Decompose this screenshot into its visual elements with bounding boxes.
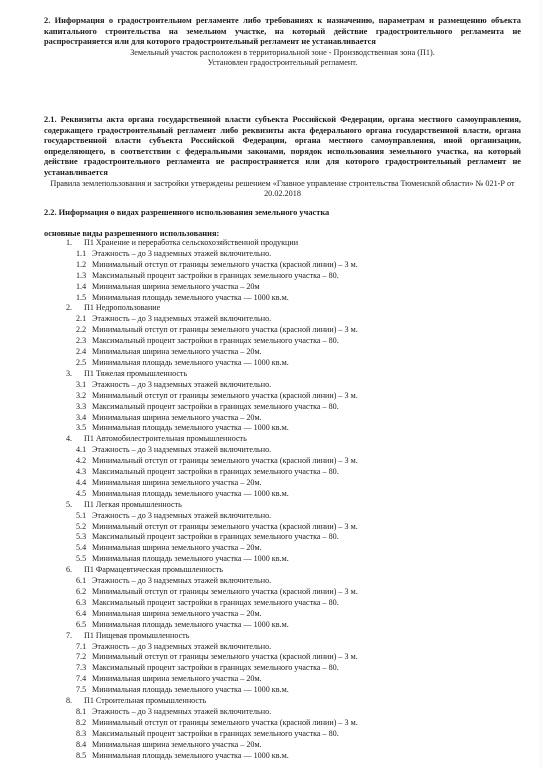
- parameter-text: Этажность – до 3 надземных этажей включительно.: [92, 641, 272, 651]
- permitted-use: [44, 565, 521, 630]
- parameter-number: 4.3: [76, 467, 87, 477]
- permitted-use-title-line: [44, 696, 521, 707]
- parameter-item: [44, 456, 521, 467]
- parameter-item: [44, 587, 521, 598]
- parameter-item: [44, 467, 521, 478]
- parameter-number: 5.2: [76, 521, 87, 531]
- permitted-use: [44, 434, 521, 499]
- parameter-number: 3.5: [76, 423, 87, 433]
- parameter-item: [44, 445, 521, 456]
- parameter-text: Этажность – до 3 надземных этажей включительно.: [92, 248, 272, 258]
- parameter-item: [44, 642, 521, 653]
- parameter-text: Этажность – до 3 надземных этажей включительно.: [92, 379, 272, 389]
- parameter-item: [44, 554, 521, 565]
- parameter-number: 5.3: [76, 532, 87, 542]
- parameter-item: [44, 380, 521, 391]
- parameter-text: Максимальный процент застройки в границах земельного участка – 80.: [92, 597, 339, 607]
- parameter-text: Минимальный отступ от границы земельного участка (красной линии) – 3 м.: [92, 587, 358, 596]
- permitted-use-title-line: [44, 565, 521, 576]
- parameter-text: Максимальный процент застройки в границах земельного участка – 80.: [92, 728, 339, 738]
- parameter-item: [44, 347, 521, 358]
- permitted-use-title-line: [44, 500, 521, 511]
- permitted-use-title-line: [44, 238, 521, 249]
- permitted-use: [44, 303, 521, 368]
- permitted-use: [44, 631, 521, 696]
- parameter-item: [44, 358, 521, 369]
- parameter-item: [44, 511, 521, 522]
- parameter-number: 3.2: [76, 390, 87, 400]
- permitted-use-title: П1 Фармацевтическая промышленность: [84, 565, 223, 575]
- parameter-text: Максимальный процент застройки в границах земельного участка – 80.: [92, 467, 339, 477]
- parameter-number: 6.4: [76, 608, 87, 618]
- parameter-item: [44, 336, 521, 347]
- parameter-number: 5.1: [76, 510, 87, 520]
- parameter-text: Минимальный отступ от границы земельного участка (красной линии) – 3 м.: [92, 456, 358, 466]
- parameter-text: Этажность – до 3 надземных этажей включительно.: [92, 445, 272, 455]
- permitted-use: [44, 369, 521, 434]
- parameter-item: [44, 489, 521, 500]
- parameter-text: Минимальная ширина земельного участка – 20м.: [92, 412, 262, 422]
- parameter-number: 8.5: [76, 750, 87, 760]
- parameter-text: Максимальный процент застройки в границах земельного участка – 80.: [92, 270, 339, 280]
- parameter-item: [44, 598, 521, 609]
- parameter-number: 4.4: [76, 477, 87, 487]
- parameter-number: 2.2: [76, 325, 87, 335]
- parameter-text: Минимальная площадь земельного участка — 1000 кв.м.: [92, 488, 289, 498]
- parameter-number: 2.4: [76, 347, 87, 357]
- parameter-item: [44, 282, 521, 293]
- permitted-use-number: 4.: [66, 434, 73, 444]
- permitted-use-title: П1 Легкая промышленность: [84, 499, 182, 509]
- parameter-item: [44, 707, 521, 718]
- parameter-number: 6.2: [76, 587, 87, 596]
- permitted-uses-list: [44, 238, 521, 762]
- parameter-number: 8.2: [76, 717, 87, 727]
- parameter-item: [44, 522, 521, 533]
- parameter-item: [44, 314, 521, 325]
- permitted-use: [44, 696, 521, 761]
- parameter-number: 5.5: [76, 554, 87, 564]
- parameter-number: 6.5: [76, 619, 87, 629]
- parameter-number: 8.4: [76, 739, 87, 749]
- parameter-number: 1.4: [76, 281, 87, 291]
- parameter-text: Этажность – до 3 надземных этажей включительно.: [92, 576, 272, 586]
- parameter-item: [44, 413, 521, 424]
- parameter-item: [44, 685, 521, 696]
- permitted-use-title: П1 Тяжелая промышленность: [84, 368, 188, 378]
- section-2-heading: 2. Информация о градостроительном регламенте либо требованиях к назначению, параметрам и размещению объекта капитального строительства на земельном участке, на который действие градостроительного регламента не распространяется или для которого градостроительный регламент не устанавливается: [44, 16, 521, 47]
- parameter-number: 4.5: [76, 488, 87, 498]
- parameter-number: 2.5: [76, 357, 87, 367]
- parameter-text: Минимальная площадь земельного участка — 1000 кв.м.: [92, 423, 289, 433]
- parameter-number: 7.3: [76, 663, 87, 673]
- permitted-use-title-line: [44, 303, 521, 314]
- parameter-number: 2.3: [76, 336, 87, 346]
- parameter-text: Минимальная ширина земельного участка – 20м.: [92, 674, 262, 684]
- parameter-item: [44, 576, 521, 587]
- permitted-use-title-line: [44, 434, 521, 445]
- parameter-item: [44, 423, 521, 434]
- permitted-use-number: 1.: [66, 238, 73, 247]
- parameter-text: Минимальный отступ от границы земельного участка (красной линии) – 3 м.: [92, 325, 358, 335]
- parameter-text: Минимальный отступ от границы земельного участка (красной линии) – 3 м.: [92, 390, 358, 400]
- section-2-1-text: Правила землепользования и застройки утверждены решением «Главное управление строительства Тюменской области» № 021-Р от 20.02.2018: [50, 178, 515, 198]
- parameter-text: Минимальная ширина земельного участка – 20м.: [92, 608, 262, 618]
- permitted-use-title: П1 Строительная промышленность: [84, 696, 207, 706]
- scan-edge: [539, 0, 543, 768]
- permitted-use: [44, 238, 521, 303]
- parameter-item: [44, 543, 521, 554]
- parameter-text: Минимальная площадь земельного участка — 1000 кв.м.: [92, 750, 289, 760]
- main-uses-caption: основные виды разрешенного использования:: [44, 229, 220, 238]
- parameter-text: Минимальная ширина земельного участка – 20м.: [92, 543, 262, 553]
- permitted-use-number: 3.: [66, 368, 73, 378]
- parameter-item: [44, 260, 521, 271]
- parameter-text: Максимальный процент застройки в границах земельного участка – 80.: [92, 663, 339, 673]
- permitted-use-number: 7.: [66, 630, 73, 640]
- parameter-item: [44, 293, 521, 304]
- permitted-use-title: П1 Автомобилестроительная промышленность: [84, 434, 247, 444]
- parameter-text: Минимальная площадь земельного участка — 1000 кв.м.: [92, 619, 289, 629]
- permitted-use-number: 8.: [66, 696, 73, 706]
- parameter-text: Минимальный отступ от границы земельного участка (красной линии) – 3 м.: [92, 521, 358, 531]
- section-2: [44, 16, 521, 68]
- parameter-text: Максимальный процент застройки в границах земельного участка – 80.: [92, 336, 339, 346]
- section-2-2-heading: 2.2. Информация о видах разрешенного использования земельного участка: [44, 208, 330, 217]
- parameter-number: 7.1: [76, 641, 87, 651]
- parameter-item: [44, 478, 521, 489]
- parameter-item: [44, 532, 521, 543]
- parameter-text: Минимальная площадь земельного участка — 1000 кв.м.: [92, 554, 289, 564]
- parameter-item: [44, 674, 521, 685]
- parameter-number: 7.5: [76, 685, 87, 695]
- parameter-number: 8.1: [76, 706, 87, 716]
- parameter-number: 2.1: [76, 314, 87, 324]
- parameter-item: [44, 652, 521, 663]
- parameter-number: 1.1: [76, 248, 87, 258]
- permitted-use: [44, 500, 521, 565]
- parameter-number: 5.4: [76, 543, 87, 553]
- parameter-item: [44, 620, 521, 631]
- parameter-item: [44, 718, 521, 729]
- section-2-2: [44, 208, 521, 760]
- parameter-item: [44, 271, 521, 282]
- parameter-number: 1.5: [76, 292, 87, 302]
- parameter-number: 4.2: [76, 456, 87, 466]
- parameter-number: 3.1: [76, 379, 87, 389]
- permitted-use-title-line: [44, 369, 521, 380]
- parameter-number: 7.4: [76, 674, 87, 684]
- section-2-line-zone: Земельный участок расположен в территориальной зоне - Производственная зона (П1).: [130, 47, 435, 57]
- permitted-use-number: 5.: [66, 499, 73, 509]
- parameter-text: Минимальный отступ от границы земельного участка (красной линии) – 3 м.: [92, 717, 358, 727]
- parameter-item: [44, 729, 521, 740]
- parameter-item: [44, 609, 521, 620]
- permitted-use-title: П1 Недропользование: [84, 303, 161, 313]
- parameter-text: Минимальный отступ от границы земельного участка (красной линии) – 3 м.: [92, 259, 358, 269]
- parameter-number: 7.2: [76, 652, 87, 662]
- parameter-item: [44, 402, 521, 413]
- parameter-text: Этажность – до 3 надземных этажей включительно.: [92, 706, 272, 716]
- parameter-item: [44, 751, 521, 762]
- parameter-text: Этажность – до 3 надземных этажей включительно.: [92, 314, 272, 324]
- parameter-item: [44, 663, 521, 674]
- section-2-1-heading: 2.1. Реквизиты акта органа государственной власти субъекта Российской Федерации, органа местного самоуправления, содержащего градостроительный регламент либо реквизиты акта федерального органа государственной власти, органа государственной власти субъекта Российской Федерации, органа местного самоуправления, иной организации, определяющего, в соответствии с федеральными законами, порядок использования земельного участка, на который действие градостроительного регламента не распространяется или для которого градостроительный регламент не устанавливается: [44, 115, 521, 177]
- parameter-number: 1.3: [76, 270, 87, 280]
- parameter-text: Минимальный отступ от границы земельного участка (красной линии) – 3 м.: [92, 652, 358, 662]
- parameter-item: [44, 325, 521, 336]
- section-2-1: [44, 115, 521, 199]
- parameter-number: 1.2: [76, 259, 87, 269]
- parameter-text: Максимальный процент застройки в границах земельного участка – 80.: [92, 532, 339, 542]
- parameter-number: 4.1: [76, 445, 87, 455]
- parameter-item: [44, 249, 521, 260]
- parameter-text: Минимальная ширина земельного участка – 20м.: [92, 477, 262, 487]
- section-2-line-regulation: Установлен градостроительный регламент.: [207, 57, 358, 67]
- parameter-text: Минимальная ширина земельного участка – 20м.: [92, 347, 262, 357]
- permitted-use-title: П1 Хранение и переработка сельскохозяйственной продукции: [84, 238, 299, 247]
- permitted-use-number: 6.: [66, 565, 73, 575]
- parameter-number: 6.3: [76, 597, 87, 607]
- parameter-text: Этажность – до 3 надземных этажей включительно.: [92, 510, 272, 520]
- parameter-text: Минимальная площадь земельного участка — 1000 кв.м.: [92, 685, 289, 695]
- parameter-text: Минимальная ширина земельного участка – 20м: [92, 281, 260, 291]
- parameter-number: 3.4: [76, 412, 87, 422]
- parameter-item: [44, 740, 521, 751]
- parameter-text: Минимальная ширина земельного участка – 20м.: [92, 739, 262, 749]
- parameter-item: [44, 391, 521, 402]
- parameter-text: Максимальный процент застройки в границах земельного участка – 80.: [92, 401, 339, 411]
- parameter-text: Минимальная площадь земельного участка — 1000 кв.м.: [92, 357, 289, 367]
- parameter-number: 3.3: [76, 401, 87, 411]
- permitted-use-title: П1 Пищевая промышленность: [84, 630, 190, 640]
- permitted-use-title-line: [44, 631, 521, 642]
- permitted-use-number: 2.: [66, 303, 73, 313]
- parameter-text: Минимальная площадь земельного участка — 1000 кв.м.: [92, 292, 289, 302]
- parameter-number: 6.1: [76, 576, 87, 586]
- parameter-number: 8.3: [76, 728, 87, 738]
